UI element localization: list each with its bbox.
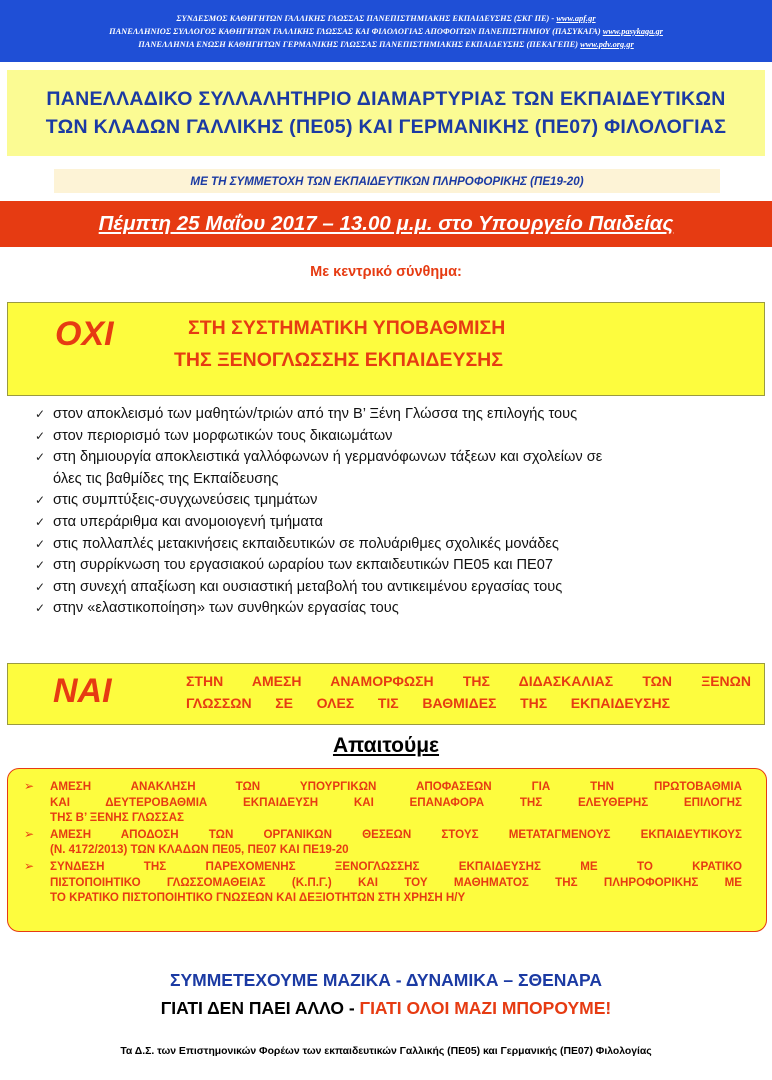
check-icon: ✓: [35, 428, 46, 443]
check-icon: ✓: [35, 493, 46, 508]
check-icon: ✓: [35, 536, 46, 551]
org-link-pasykaga[interactable]: www.pasykaga.gr: [602, 26, 663, 36]
date-location-text: Πέμπτη 25 Μαΐου 2017 – 13.00 μ.μ. στο Υπουργείο Παιδείας: [98, 212, 674, 235]
list-item: ➢ ΣΥΝΔΕΣΗ ΤΗΣ ΠΑΡΕΧΟΜΕΝΗΣ ΞΕΝΟΓΛΩΣΣΗΣ ΕΚΠΑΙΔΕΥΣΗΣ ΜΕ ΤΟ ΚΡΑΤΙΚΟ ΠΙΣΤΟΠΟΙΗΤΙΚΟ ΓΛΩΣΣΟΜΑΘΕΙΑΣ (Κ.Π.Γ.) ΚΑΙ ΤΟΥ ΜΑΘΗΜΑΤΟΣ ΤΗΣ ΠΛΗΡΟΦΟΡΙΚΗΣ ΜΕ ΤΟ ΚΡΑΤΙΚΟ ΠΙΣΤΟΠΟΙΗΤΙΚΟ ΓΝΩΣΕΩΝ ΚΑΙ ΔΕΞΙΟΤΗΤΩΝ ΣΤΗ ΧΡΗΣΗ Η/Υ: [24, 858, 742, 905]
ochi-slogan-box: [7, 302, 765, 396]
list-item: ✓ στη συνεχή απαξίωση και ουσιαστική μεταβολή του αντικειμένου εργασίας τους: [35, 577, 602, 599]
organizations-header: [0, 0, 772, 62]
participation-box: [54, 169, 720, 193]
motto-part-1: ΓΙΑΤΙ ΔΕΝ ΠΑΕΙ ΑΛΛΟ -: [160, 998, 360, 1018]
org-link-pdv[interactable]: www.pdv.org.gr: [580, 39, 634, 49]
arrow-bullet-icon: ➢: [24, 826, 35, 841]
motto-line: [0, 998, 772, 1019]
list-item: ➢ ΑΜΕΣΗ ΑΝΑΚΛΗΣΗ ΤΩΝ ΥΠΟΥΡΓΙΚΩΝ ΑΠΟΦΑΣΕΩΝ ΓΙΑ ΤΗΝ ΠΡΩΤΟΒΑΘΜΙΑ ΚΑΙ ΔΕΥΤΕΡΟΒΑΘΜΙΑ ΕΚΠΑΙΔΕΥΣΗ ΚΑΙ ΕΠΑΝΑΦΟΡΑ ΤΗΣ ΕΛΕΥΘΕΡΗΣ ΕΠΙΛΟΓΗΣ ΤΗΣ Β’ ΞΕΝΗΣ ΓΛΩΣΣΑΣ: [24, 779, 742, 825]
arrow-bullet-icon: ➢: [24, 779, 35, 793]
slogan-label: Με κεντρικό σύνθημα:: [310, 264, 462, 280]
demands-box: [7, 768, 767, 932]
check-icon: ✓: [35, 514, 46, 529]
org-line-2: ΠΑΝΕΛΛΗΝΙΟΣ ΣΥΛΛΟΓΟΣ ΚΑΘΗΓΗΤΩΝ ΓΑΛΛΙΚΗΣ ΓΛΩΣΣΑΣ ΚΑΙ ΦΙΛΟΛΟΓΙΑΣ ΑΠΟΦΟΙΤΩΝ ΠΑΝΕΠΙΣΤΗΜΙΟΥ (ΠΑΣΥΚΑΓΑ) www.pasykaga.gr: [109, 26, 663, 36]
list-item: ✓ στην «ελαστικοποίηση» των συνθηκών εργασίας τους: [35, 598, 602, 620]
demands-title: Απαιτούμε: [332, 734, 440, 757]
check-icon: ✓: [35, 601, 46, 616]
nai-word: ΝΑΙ: [53, 672, 112, 710]
org-line-1: ΣΥΝΔΕΣΜΟΣ ΚΑΘΗΓΗΤΩΝ ΓΑΛΛΙΚΗΣ ΓΛΩΣΣΑΣ ΠΑΝΕΠΙΣΤΗΜΙΑΚΗΣ ΕΚΠΑΙΔΕΥΣΗΣ (ΣΚΓ ΠΕ) - www.apf.gr: [176, 13, 596, 23]
list-item: ✓ στις πολλαπλές μετακινήσεις εκπαιδευτικών σε πολυάριθμες σχολικές μονάδες: [35, 534, 602, 556]
check-icon: ✓: [35, 579, 46, 594]
check-icon: ✓: [35, 558, 46, 573]
list-item: ✓ στον περιορισμό των μορφωτικών τους δικαιωμάτων: [35, 426, 602, 448]
list-item: ✓ στη δημιουργία αποκλειστικά γαλλόφωνων ή γερμανόφωνων τάξεων και σχολείων σε: [35, 447, 602, 469]
ochi-line-2: ΤΗΣ ΞΕΝΟΓΛΩΣΣΗΣ ΕΚΠΑΙΔΕΥΣΗΣ: [174, 349, 503, 371]
list-item: ✓ στον αποκλεισμό των μαθητών/τριών από την Β’ Ξένη Γλώσσα της επιλογής τους: [35, 404, 602, 426]
participation-text: ΜΕ ΤΗ ΣΥΜΜΕΤΟΧΗ ΤΩΝ ΕΚΠΑΙΔΕΥΤΙΚΩΝ ΠΛΗΡΟΦΟΡΙΚΗΣ (ΠΕ19-20): [190, 174, 584, 188]
participate-call: ΣΥΜΜΕΤΕΧΟΥΜΕ ΜΑΖΙΚΑ - ΔΥΝΑΜΙΚΑ – ΣΘΕΝΑΡΑ: [169, 970, 603, 990]
nai-slogan-box: [7, 663, 765, 725]
rally-title-line-1: ΠΑΝΕΛΛΑΔΙΚΟ ΣΥΛΛΑΛΗΤΗΡΙΟ ΔΙΑΜΑΡΤΥΡΙΑΣ ΤΩΝ ΕΚΠΑΙΔΕΥΤΙΚΩΝ: [46, 88, 726, 110]
rally-title-line-2: ΤΩΝ ΚΛΑΔΩΝ ΓΑΛΛΙΚΗΣ (ΠΕ05) ΚΑΙ ΓΕΡΜΑΝΙΚΗΣ (ΠΕ07) ΦΙΛΟΛΟΓΙΑΣ: [45, 116, 727, 138]
list-item: ✓ στις συμπτύξεις-συγχωνεύσεις τμημάτων: [35, 490, 602, 512]
rally-title-box: [7, 70, 765, 156]
org-line-3: ΠΑΝΕΛΛΗΝΙΑ ΕΝΩΣΗ ΚΑΘΗΓΗΤΩΝ ΓΕΡΜΑΝΙΚΗΣ ΓΛΩΣΣΑΣ ΠΑΝΕΠΙΣΤΗΜΙΑΚΗΣ ΕΚΠΑΙΔΕΥΣΗΣ (ΠΕΚΑΓΕΠΕ) www.pdv.org.gr: [138, 39, 634, 49]
list-item-continuation: όλες τις βαθμίδες της Εκπαίδευσης: [53, 470, 279, 487]
arrow-bullet-icon: ➢: [24, 858, 35, 873]
ochi-word: ΟΧΙ: [55, 315, 114, 353]
demands-list: [24, 779, 742, 907]
list-item: ✓ στη συρρίκνωση του εργασιακού ωραρίου των εκπαιδευτικών ΠΕ05 και ΠΕ07: [35, 555, 602, 577]
check-icon: ✓: [35, 450, 46, 465]
against-list: [35, 404, 602, 620]
date-bar: [0, 201, 772, 247]
nai-line-1: ΣΤΗΝ ΑΜΕΣΗ ΑΝΑΜΟΡΦΩΣΗ ΤΗΣ ΔΙΔΑΣΚΑΛΙΑΣ ΤΩΝ ΞΕΝΩΝ: [186, 673, 751, 689]
ochi-line-1: ΣΤΗ ΣΥΣΤΗΜΑΤΙΚΗ ΥΠΟΒΑΘΜΙΣΗ: [188, 317, 506, 339]
check-icon: ✓: [35, 407, 46, 421]
list-item: ✓ στα υπεράριθμα και ανομοιογενή τμήματα: [35, 512, 602, 534]
motto-part-2: ΓΙΑΤΙ ΟΛΟΙ ΜΑΖΙ ΜΠΟΡΟΥΜΕ!: [359, 998, 612, 1018]
list-item: ➢ ΑΜΕΣΗ ΑΠΟΔΟΣΗ ΤΩΝ ΟΡΓΑΝΙΚΩΝ ΘΕΣΕΩΝ ΣΤΟΥΣ ΜΕΤΑΤΑΓΜΕΝΟΥΣ ΕΚΠΑΙΔΕΥΤΙΚΟΥΣ (Ν. 4172/2013) ΤΩΝ ΚΛΑΔΩΝ ΠΕ05, ΠΕ07 ΚΑΙ ΠΕ19-20: [24, 826, 742, 857]
org-link-apf[interactable]: www.apf.gr: [556, 13, 596, 23]
nai-line-2: ΓΛΩΣΣΩΝ ΣΕ ΟΛΕΣ ΤΙΣ ΒΑΘΜΙΔΕΣ ΤΗΣ ΕΚΠΑΙΔΕΥΣΗΣ: [186, 695, 670, 711]
footer-signature: Τα Δ.Σ. των Επιστημονικών Φορέων των εκπαιδευτικών Γαλλικής (ΠΕ05) και Γερμανικής (ΠΕ07) Φιλολογίας: [120, 1046, 652, 1057]
